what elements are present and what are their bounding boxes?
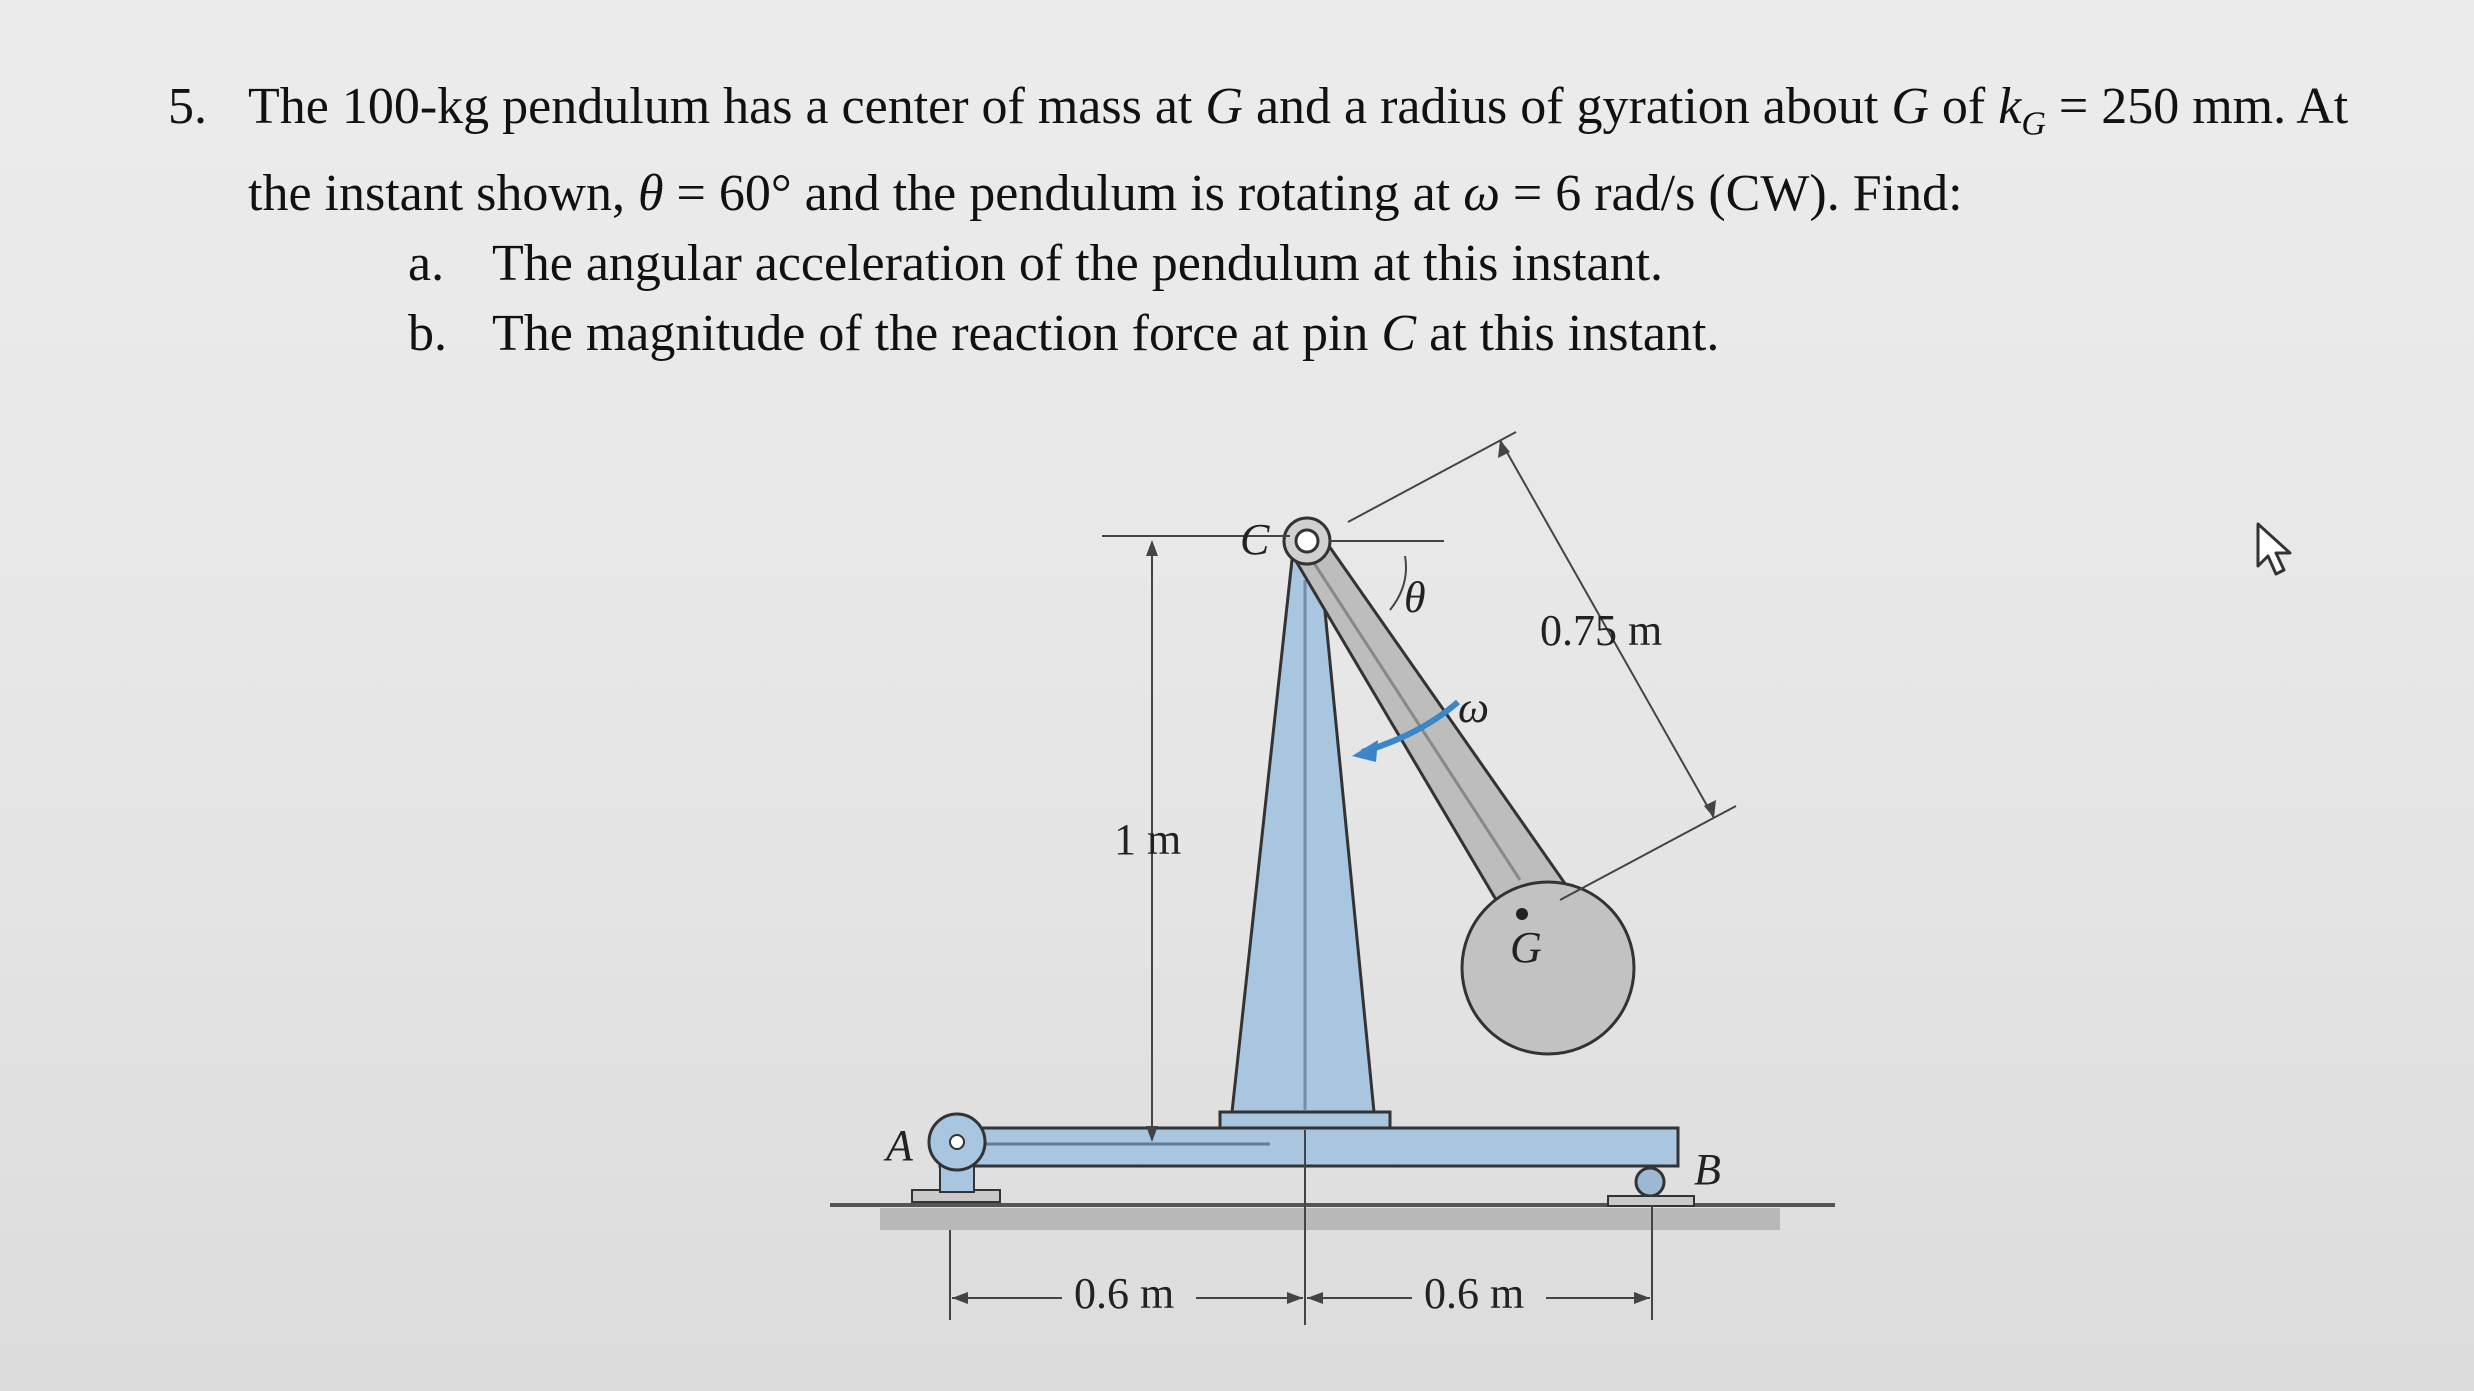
base-beam xyxy=(940,1128,1678,1166)
label-omega: ω xyxy=(1458,683,1490,732)
label-length: 0.75 m xyxy=(1540,606,1663,655)
pendulum-bob xyxy=(1462,882,1634,1054)
label-g: G xyxy=(1510,923,1542,972)
label-theta: θ xyxy=(1404,573,1426,622)
problem-number: 5. xyxy=(168,78,207,135)
pin-c-inner xyxy=(1296,530,1318,552)
label-c: C xyxy=(1240,515,1270,564)
tower-foot xyxy=(1220,1112,1390,1128)
roller-support-b xyxy=(1608,1168,1694,1206)
label-b: B xyxy=(1694,1145,1721,1194)
problem-part-a: a. The angular acceleration of the pendulum at this instant. xyxy=(408,235,1664,293)
length-ext-top xyxy=(1348,432,1516,522)
problem-line-2: the instant shown, θ = 60° and the pendulum is rotating at ω = 6 rad/s (CW). Find: xyxy=(248,165,1963,223)
dim-arrow-1 xyxy=(952,1292,968,1304)
label-height: 1 m xyxy=(1114,815,1182,864)
problem-line-1: 5. The 100-kg pendulum has a center of mass at G and a radius of gyration about G of $k_G = 250$ mm. At xyxy=(168,72,2468,159)
problem-part-b: b. The magnitude of the reaction force at pin C at this instant. xyxy=(408,305,1720,363)
dim-arrow-2 xyxy=(1287,1292,1303,1304)
mouse-pointer-icon xyxy=(2254,520,2298,580)
dim-arrow-3 xyxy=(1307,1292,1323,1304)
label-dim-right: 0.6 m xyxy=(1424,1269,1525,1318)
height-dim-arrow-top xyxy=(1146,540,1158,556)
ground-hatch xyxy=(880,1208,1780,1230)
label-dim-left: 0.6 m xyxy=(1074,1269,1175,1318)
omega-arrowhead xyxy=(1352,740,1378,762)
length-ext-bottom xyxy=(1560,806,1736,900)
center-of-mass-g xyxy=(1516,908,1528,920)
label-a: A xyxy=(886,1121,913,1170)
dim-arrow-4 xyxy=(1634,1292,1650,1304)
